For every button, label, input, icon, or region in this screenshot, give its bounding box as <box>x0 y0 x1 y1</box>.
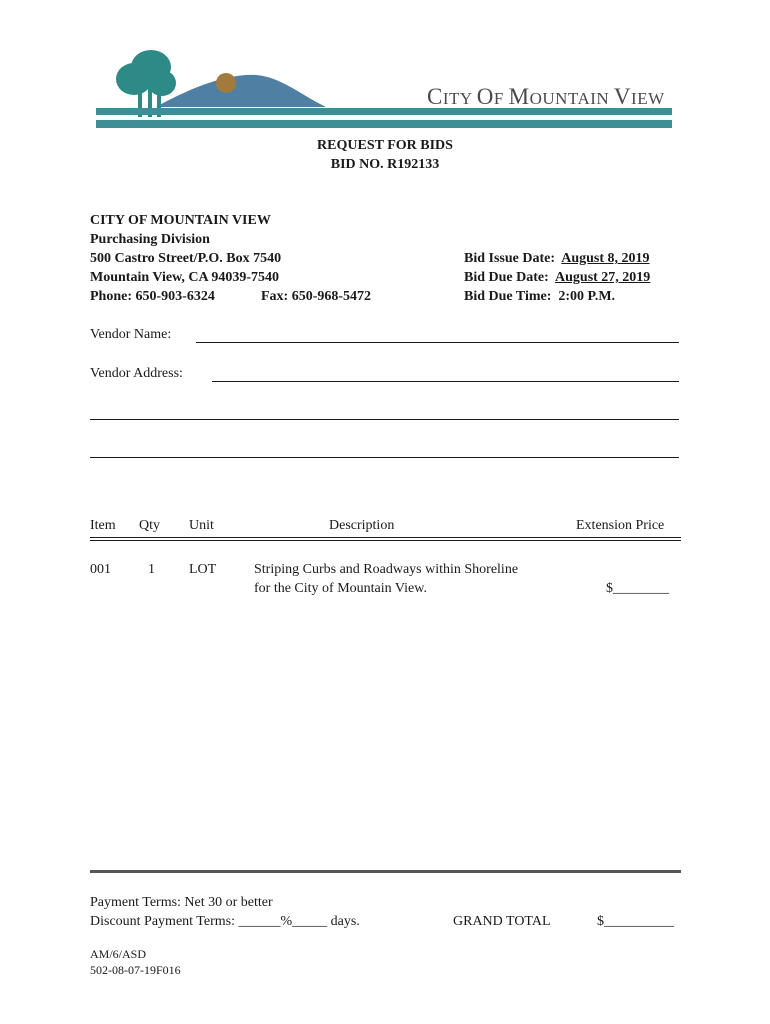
col-header-price: Extension Price <box>576 518 665 533</box>
row-extension-price[interactable]: $________ <box>606 581 669 596</box>
agency-fax: Fax: 650-968-5472 <box>261 289 372 304</box>
bid-time-value: 2:00 P.M. <box>558 289 616 304</box>
bid-due-label: Bid Due Date: <box>464 270 549 285</box>
payment-terms: Payment Terms: Net 30 or better <box>90 895 273 910</box>
discount-terms[interactable]: Discount Payment Terms: ______%_____ days. <box>90 914 360 929</box>
header-rule-bottom <box>90 540 681 541</box>
doc-code-1: AM/6/ASD <box>90 947 147 961</box>
col-header-item: Item <box>90 518 116 533</box>
agency-division: Purchasing Division <box>90 232 210 247</box>
grand-total-label: GRAND TOTAL <box>453 914 551 929</box>
bid-time-label: Bid Due Time: <box>464 289 552 304</box>
doc-code-2: 502-08-07-19F016 <box>90 963 181 977</box>
logo-wordmark: CITY OF MOUNTAIN VIEW <box>427 84 665 109</box>
agency-name: CITY OF MOUNTAIN VIEW <box>90 213 271 228</box>
row-description-line1: Striping Curbs and Roadways within Shoreline <box>254 562 519 577</box>
bid-issue-label: Bid Issue Date: <box>464 251 556 266</box>
agency-city: Mountain View, CA 94039-7540 <box>90 270 280 285</box>
footer-rule <box>90 870 681 873</box>
bid-due-value: August 27, 2019 <box>555 270 651 285</box>
row-unit: LOT <box>189 562 217 577</box>
bid-due-date <box>464 270 650 286</box>
vendor-address-field-1[interactable] <box>212 381 679 382</box>
vendor-name-label: Vendor Name: <box>90 327 172 342</box>
vendor-address-label: Vendor Address: <box>90 366 183 381</box>
bid-issue-date <box>464 251 650 267</box>
col-header-description: Description <box>329 518 395 533</box>
agency-phone: Phone: 650-903-6324 <box>90 289 215 304</box>
request-title: REQUEST FOR BIDS <box>317 138 453 153</box>
bid-number: BID NO. R192133 <box>330 157 440 172</box>
col-header-qty: Qty <box>139 518 160 533</box>
row-qty: 1 <box>148 562 155 577</box>
col-header-unit: Unit <box>189 518 214 533</box>
vendor-name-field[interactable] <box>196 342 679 343</box>
row-description-line2: for the City of Mountain View. <box>254 581 427 596</box>
row-item: 001 <box>90 562 111 577</box>
header-rule-top <box>90 537 681 538</box>
vendor-address-field-3[interactable] <box>90 457 679 458</box>
bid-due-time <box>464 289 615 305</box>
agency-street: 500 Castro Street/P.O. Box 7540 <box>90 251 282 266</box>
bid-issue-value: August 8, 2019 <box>561 251 650 266</box>
grand-total-value[interactable]: $__________ <box>597 914 674 929</box>
vendor-address-field-2[interactable] <box>90 419 679 420</box>
